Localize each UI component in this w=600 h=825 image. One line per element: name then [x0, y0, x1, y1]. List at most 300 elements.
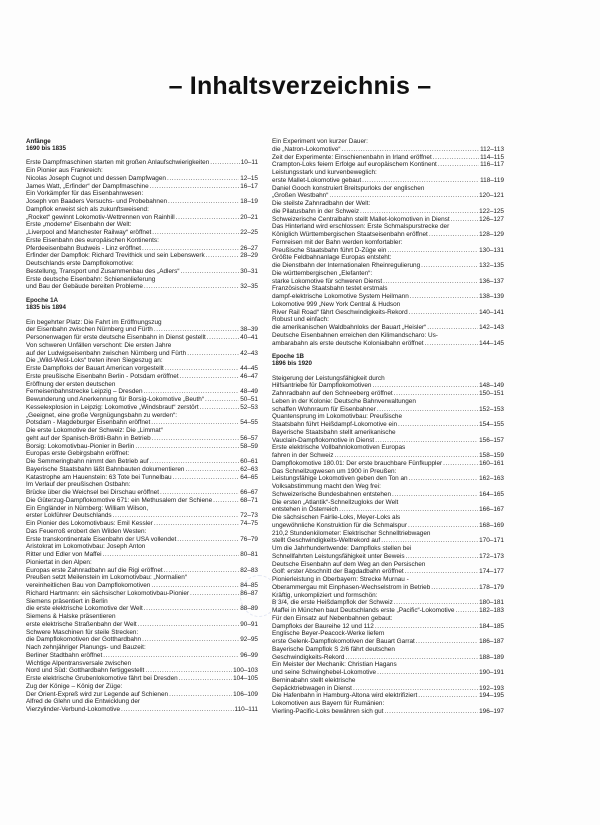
dot-leader: [151, 419, 239, 427]
dot-leader: [429, 231, 478, 239]
toc-entry-title: dampf-elektrische Lokomotive System Heilmann: [272, 293, 409, 300]
toc-entry-line: Fernreisen mit der Bahn werden komfortabler:: [272, 238, 403, 246]
page-range: 82–83: [240, 566, 258, 574]
toc-entry: [272, 452, 504, 460]
toc-entry-title: ungewöhnliche Konstruktion für die Schmalspur: [272, 521, 407, 529]
dot-leader: [392, 491, 478, 499]
toc-entry: [26, 582, 258, 590]
toc-entry: [26, 652, 258, 660]
page-range: 104–105: [233, 675, 258, 683]
toc-entry: [26, 326, 258, 334]
section-years: 1690 bis 1835: [26, 145, 66, 153]
toc-entry-title: Schweizerische Centralbahn stellt Mallet-lokomotiven in Dienst: [272, 215, 450, 223]
toc-entry: [26, 466, 258, 474]
dot-leader: [121, 706, 234, 714]
right-toc-column: [272, 138, 504, 722]
toc-entry: [272, 475, 504, 483]
dot-leader: [431, 584, 478, 592]
page-range: 196–197: [479, 707, 504, 715]
page-range: 188–189: [479, 653, 504, 661]
toc-entry-line: Alfred de Glehn und die Entwicklung der: [26, 698, 141, 706]
toc-entry-title: Golf: erster Abschnitt der Bagdadbahn eröffnet: [272, 568, 404, 576]
toc-entry: [272, 154, 504, 162]
page-range: 72–73: [240, 512, 258, 520]
toc-entry-title: die Dienstbahn der Internationalen Rheinregulierung: [272, 262, 421, 269]
toc-entry: [272, 623, 504, 631]
section-title: Epoche 1B: [272, 353, 304, 361]
dot-leader: [438, 161, 479, 169]
page-range: 38–39: [240, 326, 258, 334]
dot-leader: [425, 340, 479, 348]
dot-leader: [387, 247, 478, 255]
toc-entry: [272, 324, 504, 332]
toc-entry-title: Ein Pionier des Lokomotivbaus: Emil Kessler: [26, 520, 153, 528]
toc-entry-line: Die ersten „Atlantik“-Schnellzugloks der Welt: [272, 498, 399, 506]
dot-leader: [377, 406, 478, 414]
dot-leader: [173, 474, 240, 482]
page-range: 30–31: [240, 267, 258, 275]
toc-entry-line: Daniel Gooch konstruiert Breitspurloks der englischen: [272, 184, 425, 192]
toc-entry: [26, 551, 258, 559]
page-range: 50–51: [240, 396, 258, 404]
toc-entry-line: Das Schnellzugwesen um 1900 in Preußen:: [272, 467, 397, 475]
toc-entry-title: Königlich Württembergischen Staatseisenbahn eröffnet: [272, 231, 428, 238]
toc-entry-title: Kesselexplosion in Leipzig: Lokomotive „Windsbraut“ zerstört: [26, 403, 199, 411]
dot-leader: [190, 590, 239, 598]
toc-entry: [272, 685, 504, 693]
dot-leader: [154, 326, 239, 334]
page-range: 116–117: [480, 161, 504, 169]
toc-entry-title: Ferneisenbahnstrecke Leipzig – Dresden: [26, 388, 143, 396]
toc-entry-title: der Eisenbahn zwischen Nürnberg und Fürth: [26, 326, 153, 334]
toc-entry-title: Hilfsantriebe für Dampflokomotiven: [272, 382, 372, 390]
page-range: 130–131: [479, 246, 504, 254]
page-range: 166–167: [479, 506, 504, 514]
toc-entry-title: Zahnradbahn auf den Schneeberg eröffnet: [272, 390, 393, 398]
toc-entry: [272, 654, 504, 662]
section-years: 1835 bis 1894: [26, 304, 66, 312]
dot-leader: [339, 506, 478, 514]
toc-entry: [26, 198, 258, 206]
toc-entry-line: Deutsche Eisenbahn auf dem Weg an den Persischen: [272, 560, 426, 568]
toc-entry-title: Crampton-Loks feiern Erfolge auf europäischem Kontinent: [272, 161, 437, 169]
toc-entry: [26, 691, 258, 699]
toc-entry-line: Die „Wild-West-Loks“ treten ihren Siegeszug an:: [26, 357, 163, 365]
page-range: 100–103: [233, 667, 258, 675]
toc-entry: [26, 520, 258, 528]
toc-entry-line: Bayerische Dampflok S 2/6 fährt deutschen: [272, 645, 395, 653]
page-range: 26–27: [240, 244, 258, 252]
toc-entry: [26, 373, 258, 381]
page-range: 84–85: [240, 582, 258, 590]
toc-entry-line: Lokomotive 999 „New York Central & Hudson: [272, 300, 401, 308]
page-range: 10–11: [240, 159, 258, 167]
toc-entry: [26, 229, 258, 237]
dot-leader: [207, 334, 239, 342]
page-range: 46–47: [240, 372, 258, 380]
toc-entry: [26, 396, 258, 404]
toc-entry-title: Zeit der Experimente: Einschienenbahn in Irland eröffnet: [272, 153, 432, 161]
page-range: 16–17: [240, 182, 258, 190]
toc-entry-title: auf der Ludwigseisenbahn zwischen Nürnberg und Fürth: [26, 349, 187, 357]
toc-entry-title: Staatsbahn führt Heißdampf-Lokomotive ein: [272, 421, 398, 429]
page-range: 52–53: [240, 403, 258, 411]
dot-leader: [353, 685, 478, 693]
toc-entry-line: Englische Beyer-Peacock-Werke liefern: [272, 630, 385, 638]
toc-entry-title: Brücke über die Weichsel bei Dirschau eröffnet: [26, 489, 159, 497]
toc-entry-line: Ein Vorkämpfer für das Eisenbahnwesen:: [26, 190, 144, 198]
toc-entry-line: Aristokrat im Lokomotivbau: Joseph Anton: [26, 543, 146, 551]
toc-entry-title: Dampflokomotive 180.01: Der erste brauchbare Fünfkuppler: [272, 459, 443, 467]
page-range: 12–15: [240, 174, 258, 182]
dot-leader: [165, 365, 239, 373]
dot-leader: [416, 638, 478, 646]
toc-entry-line: Deutsche Eisenbahnen erreichen den Kilimandscharo: Us-: [272, 331, 438, 339]
toc-entry-line: Pionierleistung in Oberbayern: Strecke Murnau -: [272, 576, 409, 584]
toc-entry-title: Borsig: Lokomotivbau-Pionier in Berlin: [26, 442, 135, 450]
page-range: 58–59: [240, 442, 258, 450]
dot-leader: [408, 522, 478, 530]
page-range: 90–91: [240, 620, 258, 628]
toc-entry-title: Pferdeeisenbahn Budweis - Linz eröffnet: [26, 244, 141, 252]
toc-entry-line: Die erste Lokomotive der Schweiz: Die „Limmat“: [26, 427, 163, 435]
toc-entry-line: Die steilste Zahnradbahn der Welt:: [272, 200, 371, 207]
toc-entry: [26, 443, 258, 451]
toc-entry: [272, 460, 504, 468]
toc-entry-line: Ein Engländer in Nürnberg: William Wilson,: [26, 504, 149, 512]
left-toc-column: [26, 138, 258, 720]
page-range: 170–171: [479, 537, 504, 545]
toc-entry: [272, 708, 504, 716]
toc-entry: [26, 489, 258, 497]
page-range: 142–143: [479, 324, 504, 331]
toc-entry: [272, 406, 504, 414]
dot-leader: [180, 373, 240, 381]
toc-entry-line: Ein Experiment von kurzer Dauer:: [272, 138, 368, 145]
page-range: 180–181: [479, 599, 504, 607]
toc-entry: [26, 636, 258, 644]
dot-leader: [443, 460, 478, 468]
page-range: 48–49: [240, 388, 258, 396]
page-range: 154–155: [479, 421, 504, 429]
toc-entry-title: erster Lokführer Deutschlands: [26, 512, 112, 520]
page-range: 150–151: [479, 390, 504, 398]
toc-section: [272, 353, 504, 715]
toc-entry: [26, 419, 258, 427]
toc-entry-line: Quantensprung im Lokomotivbau: Preußische: [272, 413, 403, 421]
toc-entry-line: Siemens & Halske präsentieren: [26, 613, 116, 621]
toc-entry-title: ambarabahn als erste deutsche Kolonialbahn eröffnet: [272, 339, 424, 347]
dot-leader: [377, 669, 478, 677]
page-range: 74–75: [240, 520, 258, 528]
toc-entry-line: Deutschlands erste Dampflokomotive:: [26, 260, 134, 268]
dot-leader: [451, 216, 479, 224]
page-range: 192–193: [479, 684, 504, 692]
toc-entry-title: Die Hafenbahn in Hamburg-Altona wird elektrifiziert: [272, 692, 418, 700]
toc-entry-line: Berninabahn stellt elektrische: [272, 676, 356, 684]
dot-leader: [205, 396, 239, 404]
toc-entry-line: Wichtige Alpentransversale zwischen: [26, 659, 132, 667]
toc-entry-title: Die Güterzug-Dampflokomotive 671: ein Methusalem der Schiene: [26, 496, 213, 504]
dot-leader: [342, 146, 480, 154]
page-range: 178–179: [479, 583, 504, 591]
toc-entry: [26, 590, 258, 598]
toc-entry-title: Richard Hartmann: ein sächsischer Lokomotivbau-Pionier: [26, 589, 190, 597]
toc-entry-title: die erste elektrische Lokomotive der Welt: [26, 605, 143, 613]
dot-leader: [410, 293, 478, 301]
toc-entry: [272, 669, 504, 677]
toc-entry: [26, 214, 258, 222]
page-range: 138–139: [479, 293, 504, 300]
page-range: 158–159: [479, 452, 504, 460]
toc-entry-title: die amerikanischen Waldbahnloks der Bauart „Heisler“: [272, 324, 427, 331]
dot-leader: [210, 159, 239, 167]
dot-leader: [151, 582, 239, 590]
page-range: 184–185: [479, 622, 504, 630]
toc-entry-title: Preußische Staatsbahn führt D-Züge ein: [272, 246, 387, 254]
toc-entry-line: Leistungsstark und kurvenbeweglich:: [272, 169, 377, 176]
toc-entry: [272, 177, 504, 185]
toc-entry: [272, 161, 504, 169]
section-title: Anfänge: [26, 138, 51, 145]
toc-entry: [272, 390, 504, 398]
toc-entry-title: und Bau der Gebäude bereiten Probleme: [26, 283, 143, 291]
toc-entry-title: Bayerische Staatsbahn läßt Bahnbauten dokumentieren: [26, 465, 185, 473]
page-range: 56–57: [240, 434, 258, 442]
page-range: 162–163: [479, 475, 504, 483]
page-range: 152–153: [479, 405, 504, 413]
toc-entry-line: Pioniertat in den Alpen:: [26, 558, 92, 566]
dot-leader: [372, 382, 478, 390]
toc-entry: [272, 278, 504, 286]
dot-leader: [167, 175, 239, 183]
dot-leader: [206, 252, 240, 260]
toc-entry: [272, 309, 504, 317]
page-range: 156–157: [479, 436, 504, 444]
toc-entry: [272, 382, 504, 390]
toc-entry-line: Dampflok erweist sich als zukunftsweisend:: [26, 205, 149, 213]
toc-entry-title: Erste transkontinentale Eisenbahn der USA vollendet: [26, 535, 177, 543]
page-range: 44–45: [240, 365, 258, 373]
dot-leader: [362, 177, 479, 185]
toc-entry-title: Nicolas Joseph Cugnot und dessen Dampfwagen: [26, 174, 166, 182]
toc-entry-line: Nach zehnjähriger Planungs- und Bauzeit:: [26, 644, 146, 652]
toc-entry: [272, 607, 504, 615]
page-range: 54–55: [240, 419, 258, 427]
toc-entry: [26, 621, 258, 629]
dot-leader: [142, 636, 239, 644]
page-range: 106–109: [233, 690, 258, 698]
dot-leader: [185, 466, 239, 474]
toc-entry: [26, 567, 258, 575]
toc-entry: [26, 334, 258, 342]
toc-entry-title: vereinheitlichen Bau von Dampflokomotiven: [26, 582, 151, 590]
toc-entry-title: „Rocket“ gewinnt Lokomotiv-Wettrennen von Rainhill: [26, 213, 175, 221]
page-range: 68–71: [240, 496, 258, 504]
dot-leader: [144, 388, 240, 396]
dot-leader: [152, 435, 240, 443]
toc-entry-line: Leben in der Kolonie: Deutsche Bahnverwaltungen: [272, 397, 416, 405]
toc-entry-line: Erste deutsche Eisenbahn: Schienenlieferung: [26, 275, 156, 283]
toc-entry-title: erste elektrische Straßenbahn der Welt: [26, 620, 137, 628]
dot-leader: [421, 262, 478, 270]
toc-entry-title: Maffei in München baut Deutschlands erste „Pacific“-Lokomotive: [272, 607, 455, 615]
toc-entry: [26, 474, 258, 482]
toc-entry: [272, 506, 504, 514]
toc-entry-title: Berliner Stadtbahn eröffnet: [26, 651, 103, 659]
toc-entry-title: die Pilatusbahn in der Schweiz: [272, 207, 360, 215]
dot-leader: [113, 512, 240, 520]
library-stamp: [240, 575, 278, 617]
toc-entry-title: entstehen in Österreich: [272, 506, 339, 514]
page-range: 144–145: [479, 339, 504, 347]
toc-entry-title: Schweizerische Bundesbahnen entstehen: [272, 490, 392, 498]
toc-entry-title: Geschwindigkeits-Rekord: [272, 653, 345, 661]
dot-leader: [169, 691, 232, 699]
toc-entry: [26, 175, 258, 183]
toc-entry-line: Ein Pionier aus Frankreich:: [26, 167, 103, 175]
toc-entry-line: Siemens präsentiert in Berlin: [26, 597, 108, 605]
dot-leader: [145, 667, 232, 675]
page-range: 164–165: [479, 490, 504, 498]
page-range: 132–135: [479, 262, 504, 269]
toc-entry-title: starke Lokomotive für schweren Dienst: [272, 277, 383, 285]
toc-entry-title: Erste elektrische Grubenlokomotive fährt bei Dresden: [26, 675, 178, 683]
page-range: 86–87: [240, 589, 258, 597]
page-range: 126–127: [479, 215, 504, 223]
toc-entry-line: Robust und einfach:: [272, 316, 329, 324]
toc-entry-line: Erste „moderne“ Eisenbahn der Welt:: [26, 221, 132, 229]
toc-entry: [26, 283, 258, 291]
toc-entry-line: Bayerische Staatsbahn stellt amerikanische: [272, 428, 396, 436]
toc-entry-title: River Rail Road“ fährt Geschwindigkeits-Rekord: [272, 308, 408, 316]
dot-leader: [103, 652, 239, 660]
page-range: 60–61: [240, 458, 258, 466]
toc-entry: [272, 192, 504, 200]
page-range: 22–25: [240, 229, 258, 237]
page-range: 96–99: [240, 651, 258, 659]
toc-entry: [26, 667, 258, 675]
page-range: 122–125: [479, 207, 504, 215]
dot-leader: [394, 390, 478, 398]
dot-leader: [168, 198, 239, 206]
page-range: 136–137: [479, 277, 504, 285]
toc-entry-title: James Watt, „Erfinder“ der Dampfmaschine: [26, 182, 149, 190]
page-range: 148–149: [479, 382, 504, 390]
dot-leader: [135, 443, 239, 451]
toc-entry-title: Dampfloks der Baureihe 12 und 112: [272, 622, 374, 630]
toc-entry: [272, 638, 504, 646]
section-years: 1896 bis 1920: [272, 360, 312, 368]
dot-leader: [345, 654, 478, 662]
toc-entry-title: Bewunderung und Anerkennung für Borsig-Lokomotive „Beuth“: [26, 396, 204, 404]
dot-leader: [150, 458, 240, 466]
toc-entry: [26, 605, 258, 613]
dot-leader: [144, 605, 239, 613]
toc-entry: [26, 159, 258, 167]
page-range: 80–81: [240, 551, 258, 559]
toc-entry: [272, 553, 504, 561]
page-range: 18–19: [240, 198, 258, 206]
page-range: 120–121: [479, 192, 504, 200]
page-range: 110–111: [234, 706, 258, 714]
dot-leader: [360, 208, 478, 216]
toc-entry: [26, 458, 258, 466]
toc-entry: [26, 512, 258, 520]
toc-entry: [272, 522, 504, 530]
toc-entry-title: „Liverpool and Manchester Railway“ eröffnet: [26, 229, 152, 237]
dot-leader: [405, 568, 478, 576]
dot-leader: [152, 229, 239, 237]
toc-entry: [272, 216, 504, 224]
toc-entry-title: schaffen Wohnraum für Eisenbahner: [272, 405, 376, 413]
toc-entry-title: B 3/4, die erste Heißdampflok der Schweiz: [272, 599, 393, 607]
dot-leader: [375, 623, 478, 631]
toc-entry: [272, 293, 504, 301]
dot-leader: [150, 183, 240, 191]
dot-leader: [381, 537, 478, 545]
toc-entry: [26, 388, 258, 396]
toc-entry-title: die Dampflokomotiven der Gotthardbahn: [26, 636, 142, 644]
toc-entry: [272, 231, 504, 239]
toc-entry-line: Europas erste Gebirgsbahn eröffnet:: [26, 450, 130, 458]
page-range: 186–187: [479, 638, 504, 646]
toc-entry-line: Ein Meister der Mechanik: Christian Hagans: [272, 661, 397, 669]
page-range: 190–191: [479, 669, 504, 677]
toc-entry-line: Kräftig, unkompliziert und formschön:: [272, 591, 378, 599]
page-range: 88–89: [240, 605, 258, 613]
toc-entry: [26, 435, 258, 443]
toc-entry-line: Größte Feldbahnanlage Europas entsteht:: [272, 254, 392, 262]
section-heading: [26, 138, 258, 152]
toc-entry-line: Eröffnung der ersten deutschen: [26, 380, 116, 388]
toc-entry-title: Leistungsfähige Lokomotiven geben den Ton an: [272, 475, 408, 483]
page-range: 62–63: [240, 465, 258, 473]
toc-entry: [26, 536, 258, 544]
toc-entry-title: Joseph von Baaders Versuchs- und Probebahnen: [26, 198, 168, 206]
toc-entry-title: fahren in der Schweiz: [272, 452, 334, 460]
dot-leader: [177, 536, 239, 544]
toc-entry-title: Erfinder der Dampflok: Richard Trevithick und sein Lebenswerk: [26, 252, 205, 260]
toc-entry-title: „Großen Westbahn“: [272, 192, 329, 200]
dot-leader: [409, 309, 478, 317]
toc-entry-title: Der Orient-Expreß wird zur Legende auf Schienen: [26, 690, 169, 698]
toc-entry-title: Nord und Süd: Gotthardbahn fertiggestellt: [26, 667, 145, 675]
page-range: 92–95: [240, 636, 258, 644]
page-range: 64–65: [240, 473, 258, 481]
toc-entry: [272, 491, 504, 499]
toc-entry-line: Das Feuerroß erobert den Wilden Westen:: [26, 527, 147, 535]
page-range: 20–21: [240, 213, 258, 221]
toc-entry: [26, 268, 258, 276]
toc-entry-line: Ein begehrter Platz: Die Fahrt im Eröffnungszug: [26, 318, 162, 326]
toc-entry-title: stellt Geschwindigkeits-Weltrekord auf: [272, 537, 381, 545]
dot-leader: [160, 489, 239, 497]
toc-entry: [26, 675, 258, 683]
toc-entry-title: Europas erste Zahnradbahn auf die Rigi eröffnet: [26, 566, 163, 574]
page-range: 128–129: [479, 231, 504, 238]
dot-leader: [142, 245, 239, 253]
page-range: 42–43: [240, 349, 258, 357]
dot-leader: [180, 268, 239, 276]
toc-entry-title: Erste Dampfmaschinen starten mit großen Anlaufschwierigkeiten: [26, 159, 210, 167]
page-range: 118–119: [480, 176, 504, 184]
toc-entry-line: Erste elektrische Vollbahnlokomotiven Europas: [272, 444, 406, 452]
page-range: 160–161: [479, 459, 504, 467]
toc-entry-line: „Geeignet, eine große Vergnügungsbahn zu werden“:: [26, 411, 177, 419]
toc-entry-line: Das Hinterland wird erschlossen: Erste Schmalspurstrecke der: [272, 223, 450, 231]
page-range: 194–195: [479, 692, 504, 700]
